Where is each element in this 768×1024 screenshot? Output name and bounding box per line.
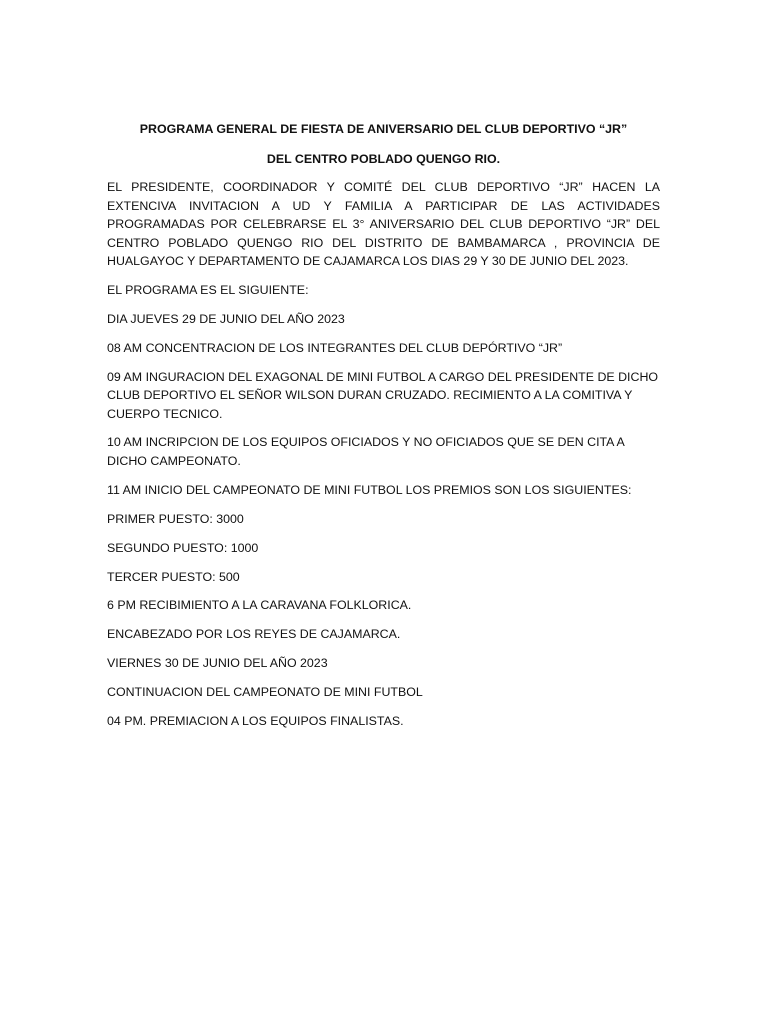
schedule-item-6pm-detail: ENCABEZADO POR LOS REYES DE CAJAMARCA. — [107, 627, 401, 642]
day-2-heading: VIERNES 30 DE JUNIO DEL AÑO 2023 — [107, 656, 328, 671]
schedule-item-04pm: 04 PM. PREMIACION A LOS EQUIPOS FINALISTAS. — [107, 713, 404, 728]
prize-first: PRIMER PUESTO: 3000 — [107, 511, 244, 526]
schedule-item-11am: 11 AM INICIO DEL CAMPEONATO DE MINI FUTBOL LOS PREMIOS SON LOS SIGUIENTES: — [107, 482, 632, 497]
schedule-item-6pm: 6 PM RECIBIMIENTO A LA CARAVANA FOLKLORICA. — [107, 598, 412, 613]
document-title-line-1: PROGRAMA GENERAL DE FIESTA DE ANIVERSARIO DEL CLUB DEPORTIVO “JR” — [139, 122, 628, 136]
prize-second: SEGUNDO PUESTO: 1000 — [107, 540, 259, 555]
invitation-paragraph: EL PRESIDENTE, COORDINADOR Y COMITÉ DEL CLUB DEPORTIVO “JR” HACEN LA EXTENCIVA INVITACION A UD Y FAMILIA A PARTICIPAR DE LAS ACTIVIDADES PROGRAMADAS POR CELEBRARSE EL 3° ANIVERSARIO DEL CLUB DEPORTIVO “JR” DEL CENTRO POBLADO QUENGO RIO DEL DISTRITO DE BAMBAMARCA , PROVINCIA DE HUALGAYOC Y DEPARTAMENTO DE CAJAMARCA LOS DIAS 29 Y 30 DE JUNIO DEL 2023. — [107, 180, 661, 268]
document-body — [107, 116, 660, 730]
document-title-line-2: DEL CENTRO POBLADO QUENGO RIO. — [266, 152, 501, 166]
schedule-item-continuation: CONTINUACION DEL CAMPEONATO DE MINI FUTBOL — [107, 685, 423, 700]
schedule-item-10am: 10 AM INCRIPCION DE LOS EQUIPOS OFICIADOS Y NO OFICIADOS QUE SE DEN CITA A DICHO CAMPEONATO. — [107, 435, 625, 468]
schedule-item-09am: 09 AM INGURACION DEL EXAGONAL DE MINI FUTBOL A CARGO DEL PRESIDENTE DE DICHO CLUB DEPORTIVO EL SEÑOR WILSON DURAN CRUZADO. RECIMIENTO A LA COMITIVA Y CUERPO TECNICO. — [107, 369, 659, 421]
schedule-item-08am: 08 AM CONCENTRACION DE LOS INTEGRANTES DEL CLUB DEPÓRTIVO “JR” — [107, 340, 563, 355]
day-1-heading: DIA JUEVES 29 DE JUNIO DEL AÑO 2023 — [107, 311, 345, 326]
program-intro: EL PROGRAMA ES EL SIGUIENTE: — [107, 282, 309, 297]
prize-third: TERCER PUESTO: 500 — [107, 569, 240, 584]
